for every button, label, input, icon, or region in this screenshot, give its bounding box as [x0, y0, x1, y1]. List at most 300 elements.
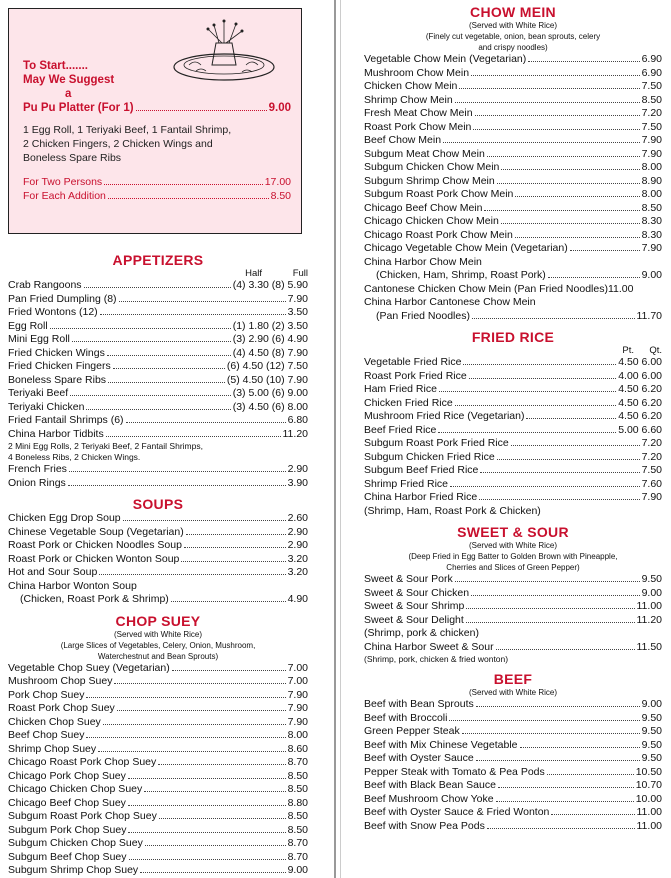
appetizers-col-heads — [8, 268, 308, 279]
item-name: Chicago Chicken Chop Suey — [8, 783, 143, 795]
menu-item — [364, 712, 662, 726]
tidbits-description — [8, 441, 308, 463]
option-name: For Two Persons — [23, 176, 103, 188]
item-name: Egg Roll — [8, 319, 48, 332]
item-name: Ham Fried Rice — [364, 383, 437, 395]
menu-item — [364, 491, 662, 505]
item-price: 8.70 — [287, 850, 308, 863]
harbor-cantonese-item — [364, 310, 662, 324]
item-price: 10.50 — [635, 765, 662, 778]
menu-item — [8, 360, 308, 374]
chop-suey-sub3: Waterchestnut and Bean Sprouts) — [97, 651, 219, 661]
item-name: Cantonese Chicken Chow Mein (Pan Fried Noodles) — [364, 282, 608, 295]
item-price: 4.90 — [287, 593, 308, 605]
item-price: 4.00 6.00 — [618, 369, 662, 382]
desc-line: Boneless Spare Ribs — [23, 152, 122, 164]
item-name: Hot and Sour Soup — [8, 566, 98, 578]
menu-item — [8, 689, 308, 703]
menu-item — [364, 53, 662, 67]
menu-item — [8, 675, 308, 689]
fried-rice-list — [364, 356, 662, 505]
item-name: Roast Pork Chow Mein — [364, 120, 472, 133]
item-price: 7.00 — [287, 661, 308, 674]
soup-list — [8, 512, 308, 580]
item-price: 7.50 — [641, 464, 662, 476]
item-price: 2.90 — [287, 539, 308, 551]
menu-item — [8, 526, 308, 540]
item-price: 8.80 — [287, 796, 308, 809]
item-name: Fried Chicken Fingers — [8, 360, 111, 372]
menu-item — [364, 614, 662, 628]
menu-item — [8, 512, 308, 526]
menu-item — [8, 702, 308, 716]
item-price: 11.70 — [636, 309, 662, 322]
item-price: 11.50 — [636, 640, 662, 653]
menu-item — [364, 437, 662, 451]
desc-line: 2 Chicken Fingers, 2 Chicken Wings and — [23, 138, 213, 150]
menu-item — [364, 698, 662, 712]
item-name: Chicago Vegetable Chow Mein (Vegetarian) — [364, 242, 568, 254]
item-name: French Fries — [8, 463, 67, 475]
harbor-sweet-sour-item — [364, 641, 662, 655]
item-name: Vegetable Chop Suey (Vegetarian) — [8, 661, 170, 674]
item-price: 8.30 — [641, 228, 662, 241]
item-name: Fried Fantail Shrimps (6) — [8, 414, 124, 426]
item-price: 3.20 — [287, 552, 308, 565]
harbor-cantonese-name: China Harbor Cantonese Chow Mein — [364, 296, 536, 308]
item-price: 9.50 — [641, 738, 662, 751]
item-name: Fried Wontons (12) — [8, 306, 98, 318]
item-price: 7.90 — [641, 491, 662, 503]
menu-item — [8, 810, 308, 824]
menu-item — [8, 401, 308, 415]
item-price: 8.50 — [287, 810, 308, 822]
item-price: 8.50 — [287, 823, 308, 836]
menu-item — [364, 202, 662, 216]
menu-item — [364, 67, 662, 81]
menu-item — [8, 463, 308, 477]
fried-rice-col-heads — [364, 345, 662, 356]
item-name: Boneless Spare Ribs — [8, 373, 107, 386]
item-name: Vegetable Chow Mein (Vegetarian) — [364, 53, 527, 65]
item-name: Chicago Chicken Chow Mein — [364, 215, 499, 227]
menu-item — [8, 743, 308, 757]
menu-item — [8, 539, 308, 553]
item-name: Chinese Vegetable Soup (Vegetarian) — [8, 525, 184, 538]
menu-item — [364, 383, 662, 397]
menu-item — [364, 752, 662, 766]
item-price: 6.90 — [641, 66, 662, 79]
item-name: Subgum Chicken Fried Rice — [364, 450, 495, 463]
starter-line-2: May We Suggest — [23, 74, 115, 86]
item-name: Chicken Chop Suey — [8, 715, 101, 728]
item-price: 11.00 — [636, 819, 662, 832]
item-price: 9.50 — [641, 752, 662, 764]
harbor-chow-mein-name: China Harbor Chow Mein — [364, 255, 482, 268]
pupu-platter-box — [8, 8, 302, 234]
item-name: Subgum Beef Fried Rice — [364, 464, 479, 476]
item-price: (3) 4.50 (6) 8.00 — [232, 400, 308, 413]
col-full: Full — [292, 268, 308, 279]
item-name: Chicago Beef Chop Suey — [8, 796, 126, 809]
chop-suey-sub1: (Served with White Rice) — [113, 629, 203, 639]
menu-item — [364, 725, 662, 739]
item-price: 8.70 — [287, 837, 308, 849]
harbor-fried-rice-sub: (Shrimp, Ham, Roast Pork & Chicken) — [364, 504, 541, 517]
item-name: Onion Rings — [8, 476, 66, 489]
wonton-soup-name: China Harbor Wonton Soup — [8, 579, 137, 592]
item-name: Mushroom Chop Suey — [8, 675, 113, 687]
item-price: (4) 3.30 (8) 5.90 — [232, 279, 308, 291]
item-name: Subgum Beef Chop Suey — [8, 850, 127, 863]
item-price: 11.00 — [636, 600, 662, 612]
item-name: Vegetable Fried Rice — [364, 356, 462, 368]
item-name: Subgum Shrimp Chop Suey — [8, 864, 139, 876]
item-price: 8.50 — [641, 201, 662, 214]
item-price: 7.50 — [641, 120, 662, 133]
item-price: 11.20 — [282, 427, 308, 440]
item-price: 8.30 — [641, 215, 662, 227]
item-name: Subgum Shrimp Chow Mein — [364, 174, 495, 187]
item-name: Fresh Meat Chow Mein — [364, 107, 473, 119]
desc-line: 1 Egg Roll, 1 Teriyaki Beef, 1 Fantail Shrimp, — [23, 124, 232, 136]
item-price: 11.00 — [636, 806, 662, 818]
item-name: Subgum Roast Pork Fried Rice — [364, 437, 509, 449]
menu-item — [364, 188, 662, 202]
item-price: 5.00 6.60 — [618, 423, 662, 436]
chow-mein-sub3: and crispy noodles) — [478, 43, 548, 52]
col-half: Half — [245, 268, 262, 279]
menu-item — [364, 134, 662, 148]
item-price: 11.00 — [607, 282, 634, 295]
item-name: Chicago Roast Pork Chop Suey — [8, 756, 157, 768]
item-name: Chicago Beef Chow Mein — [364, 201, 483, 214]
item-name: Shrimp Chow Mein — [364, 93, 453, 106]
menu-item — [364, 424, 662, 438]
item-price: 7.20 — [641, 437, 662, 449]
harbor-chow-mein-item — [364, 269, 662, 283]
item-price: 8.60 — [287, 742, 308, 755]
item-price: 8.50 — [287, 769, 308, 782]
harbor-sweet-sour-sub: (Shrimp, pork, chicken & fried wonton) — [364, 654, 509, 664]
left-column — [8, 252, 308, 878]
item-name: Roast Pork or Chicken Wonton Soup — [8, 552, 180, 565]
item-name: Pepper Steak with Tomato & Pea Pods — [364, 765, 545, 778]
menu-item — [8, 662, 308, 676]
item-name: Beef Chow Mein — [364, 134, 442, 146]
item-price: 10.70 — [635, 779, 662, 791]
item-price: 3.50 — [287, 306, 308, 318]
menu-item — [8, 477, 308, 491]
menu-item — [364, 397, 662, 411]
item-price: 7.90 — [287, 292, 308, 305]
item-name: Beef with Bean Sprouts — [364, 698, 474, 710]
menu-item — [8, 716, 308, 730]
chow-mein-sub2: (Finely cut vegetable, onion, bean sprouts, celery — [425, 32, 601, 41]
item-price: 7.90 — [287, 702, 308, 714]
item-name: Sweet & Sour Chicken — [364, 586, 470, 599]
menu-item — [364, 766, 662, 780]
item-name: Beef with Mix Chinese Vegetable — [364, 738, 518, 751]
item-name: Teriyaki Beef — [8, 387, 69, 399]
item-price: 6.80 — [287, 414, 308, 426]
item-name: (Chicken, Ham, Shrimp, Roast Pork) — [376, 269, 546, 281]
chop-suey-heading: CHOP SUEY — [115, 612, 201, 629]
item-price: (4) 4.50 (8) 7.90 — [232, 346, 308, 359]
menu-item — [364, 121, 662, 135]
menu-item — [364, 739, 662, 753]
item-price: (3) 2.90 (6) 4.90 — [232, 333, 308, 345]
beef-heading: BEEF — [493, 671, 533, 687]
item-name: Mushroom Fried Rice (Vegetarian) — [364, 410, 525, 422]
option-price: 17.00 — [264, 176, 291, 188]
item-price: 2.60 — [287, 512, 308, 524]
chop-suey-list — [8, 662, 308, 878]
item-price: 2.90 — [287, 463, 308, 475]
menu-item — [364, 820, 662, 834]
pupu-platter-name: Pu Pu Platter (For 1) — [23, 102, 134, 114]
menu-item — [8, 566, 308, 580]
item-name: Beef with Snow Pea Pods — [364, 819, 485, 832]
col-qt: Qt. — [649, 345, 662, 356]
menu-item — [8, 428, 308, 442]
sweet-sour-list — [364, 573, 662, 627]
menu-item — [8, 783, 308, 797]
item-price: 8.00 — [641, 188, 662, 200]
beef-list — [364, 698, 662, 833]
item-name: Roast Pork Chop Suey — [8, 702, 115, 714]
appetizer-list-2 — [8, 463, 308, 490]
menu-item — [364, 793, 662, 807]
item-price: 9.00 — [641, 269, 662, 281]
menu-item — [364, 161, 662, 175]
item-name: Beef with Broccoli — [364, 711, 448, 724]
item-price: 7.60 — [641, 477, 662, 490]
pupu-option — [23, 189, 291, 203]
menu-item — [364, 478, 662, 492]
item-name: Sweet & Sour Pork — [364, 573, 453, 585]
option-name: For Each Addition — [23, 190, 106, 202]
menu-item — [364, 242, 662, 256]
menu-item — [364, 464, 662, 478]
menu-item — [8, 306, 308, 320]
menu-item — [364, 148, 662, 162]
menu-item — [8, 851, 308, 865]
item-name: Beef with Oyster Sauce & Fried Wonton — [364, 806, 550, 818]
item-name: Beef Chop Suey — [8, 729, 85, 741]
item-name: Pan Fried Dumpling (8) — [8, 292, 117, 305]
sweet-sour-sub1: (Served with White Rice) — [468, 541, 558, 550]
item-price: 7.90 — [641, 147, 662, 160]
item-name: Subgum Pork Chop Suey — [8, 823, 127, 836]
chop-suey-sub2: (Large Slices of Vegetables, Celery, Onion, Mushroom, — [60, 640, 256, 650]
column-divider-shadow — [340, 0, 341, 878]
menu-item — [8, 729, 308, 743]
menu-item — [364, 600, 662, 614]
pupu-platter-description — [23, 123, 291, 165]
menu-item — [364, 779, 662, 793]
sweet-sour-heading: SWEET & SOUR — [457, 524, 569, 540]
item-price: 9.50 — [641, 725, 662, 737]
menu-item — [8, 414, 308, 428]
appetizer-list — [8, 279, 308, 441]
item-price: (5) 4.50 (10) 7.90 — [226, 373, 308, 386]
item-price: 3.20 — [287, 566, 308, 578]
chow-mein-list — [364, 53, 662, 256]
menu-item — [364, 587, 662, 601]
menu-item — [364, 370, 662, 384]
item-name: Chicago Pork Chop Suey — [8, 769, 126, 782]
wonton-soup-item — [8, 593, 308, 607]
item-price: 8.00 — [641, 161, 662, 173]
platter-illustration — [164, 15, 284, 87]
item-price: 7.90 — [641, 242, 662, 254]
menu-item — [8, 320, 308, 334]
soups-heading: SOUPS — [132, 496, 184, 512]
item-price: 9.00 — [641, 698, 662, 710]
item-price: 8.50 — [641, 93, 662, 106]
pupu-option — [23, 175, 291, 189]
item-price: (3) 5.00 (6) 9.00 — [232, 387, 308, 399]
sweet-sour-sub3: Cherries and Slices of Green Pepper) — [446, 563, 580, 572]
item-name: Crab Rangoons — [8, 279, 82, 291]
menu-item — [8, 797, 308, 811]
item-price: (1) 1.80 (2) 3.50 — [232, 319, 308, 332]
menu-item — [364, 80, 662, 94]
desc-line: 4 Boneless Ribs, 2 Chicken Wings. — [8, 452, 141, 462]
menu-item — [8, 293, 308, 307]
menu-item — [8, 824, 308, 838]
menu-item — [364, 451, 662, 465]
item-name: China Harbor Fried Rice — [364, 491, 478, 503]
menu-item — [8, 756, 308, 770]
pupu-platter-price: 9.00 — [268, 102, 291, 114]
item-name: Subgum Meat Chow Mein — [364, 147, 485, 160]
item-price: 7.90 — [287, 688, 308, 701]
item-name: Green Pepper Steak — [364, 725, 460, 737]
item-name: Pork Chop Suey — [8, 688, 85, 701]
sweet-sour-sub2: (Deep Fried in Egg Batter to Golden Brown with Pineapple, — [408, 552, 618, 561]
item-name: Shrimp Chop Suey — [8, 742, 97, 755]
menu-item — [364, 229, 662, 243]
item-price: 7.20 — [641, 107, 662, 119]
item-name: Chicken Egg Drop Soup — [8, 512, 121, 524]
item-name: Fried Chicken Wings — [8, 346, 105, 359]
item-price: 8.00 — [287, 729, 308, 741]
item-price: 7.50 — [641, 80, 662, 92]
item-price: 4.50 6.00 — [618, 356, 662, 368]
desc-line: 2 Mini Egg Rolls, 2 Teriyaki Beef, 2 Fantail Shrimps, — [8, 441, 203, 451]
item-name: Shrimp Fried Rice — [364, 477, 449, 490]
item-name: Subgum Roast Pork Chop Suey — [8, 810, 157, 822]
right-column — [364, 4, 662, 833]
starter-line-1: To Start....... — [23, 60, 88, 72]
item-name: Mushroom Chow Mein — [364, 66, 470, 79]
item-price: 7.90 — [641, 134, 662, 146]
item-name: Roast Pork or Chicken Noodles Soup — [8, 539, 182, 551]
item-price: 11.20 — [636, 613, 662, 626]
item-price: 9.50 — [641, 573, 662, 585]
menu-item — [8, 374, 308, 388]
option-price: 8.50 — [270, 190, 291, 202]
item-name: Chicken Chow Mein — [364, 80, 458, 92]
item-price: 4.50 6.20 — [618, 396, 662, 409]
menu-item — [8, 770, 308, 784]
menu-item — [8, 837, 308, 851]
menu-item — [8, 553, 308, 567]
menu-item — [364, 806, 662, 820]
menu-item — [364, 175, 662, 189]
item-price: 8.50 — [287, 783, 308, 795]
cantonese-chow-mein-item — [364, 283, 662, 297]
item-name: Beef with Oyster Sauce — [364, 752, 474, 764]
fried-rice-heading: FRIED RICE — [471, 329, 555, 345]
item-name: Roast Pork Fried Rice — [364, 369, 467, 382]
item-price: (6) 4.50 (12) 7.50 — [226, 360, 308, 372]
col-pt: Pt. — [622, 345, 634, 356]
menu-item — [8, 864, 308, 878]
item-price: 7.20 — [641, 450, 662, 463]
menu-item — [8, 333, 308, 347]
item-price: 9.00 — [641, 586, 662, 599]
item-name: Sweet & Sour Shrimp — [364, 600, 465, 612]
menu-item — [8, 347, 308, 361]
item-name: Subgum Roast Pork Chow Mein — [364, 188, 514, 200]
item-price: 8.70 — [287, 756, 308, 768]
item-name: China Harbor Tidbits — [8, 427, 104, 440]
menu-item — [364, 573, 662, 587]
menu-item — [364, 94, 662, 108]
item-price: 4.50 6.20 — [618, 410, 662, 422]
appetizers-heading: APPETIZERS — [112, 252, 204, 268]
item-name: Subgum Chicken Chop Suey — [8, 837, 143, 849]
item-price: 3.90 — [287, 476, 308, 489]
menu-item — [364, 215, 662, 229]
item-price: 10.00 — [635, 792, 662, 805]
menu-item — [364, 107, 662, 121]
item-name: Teriyaki Chicken — [8, 400, 85, 413]
item-name: Beef with Black Bean Sauce — [364, 779, 496, 791]
item-price: 4.50 6.20 — [618, 383, 662, 395]
item-name: Chicken Fried Rice — [364, 396, 453, 409]
item-name: (Chicken, Roast Pork & Shrimp) — [20, 593, 169, 605]
delight-sub: (Shrimp, pork & chicken) — [364, 627, 479, 639]
beef-sub1: (Served with White Rice) — [468, 688, 558, 697]
chow-mein-heading: CHOW MEIN — [470, 4, 556, 20]
menu-item — [8, 387, 308, 401]
item-name: Chicago Roast Pork Chow Mein — [364, 228, 513, 241]
menu-item — [364, 356, 662, 370]
item-name: Subgum Chicken Chow Mein — [364, 161, 500, 173]
item-price: 8.90 — [641, 174, 662, 187]
item-name: Sweet & Sour Delight — [364, 613, 464, 626]
item-name: Beef Mushroom Chow Yoke — [364, 792, 494, 805]
item-name: China Harbor Sweet & Sour — [364, 640, 494, 653]
item-name: Mini Egg Roll — [8, 333, 70, 345]
menu-item — [8, 279, 308, 293]
pupu-platter-item — [23, 101, 291, 115]
item-name: (Pan Fried Noodles) — [376, 309, 470, 322]
item-price: 9.50 — [641, 711, 662, 724]
menu-item — [364, 410, 662, 424]
item-price: 6.90 — [641, 53, 662, 65]
item-price: 9.00 — [287, 864, 308, 876]
item-price: 7.90 — [287, 715, 308, 728]
item-price: 2.90 — [287, 525, 308, 538]
chow-mein-sub1: (Served with White Rice) — [468, 21, 558, 30]
column-divider — [334, 0, 336, 878]
starter-line-3: a — [65, 88, 72, 100]
